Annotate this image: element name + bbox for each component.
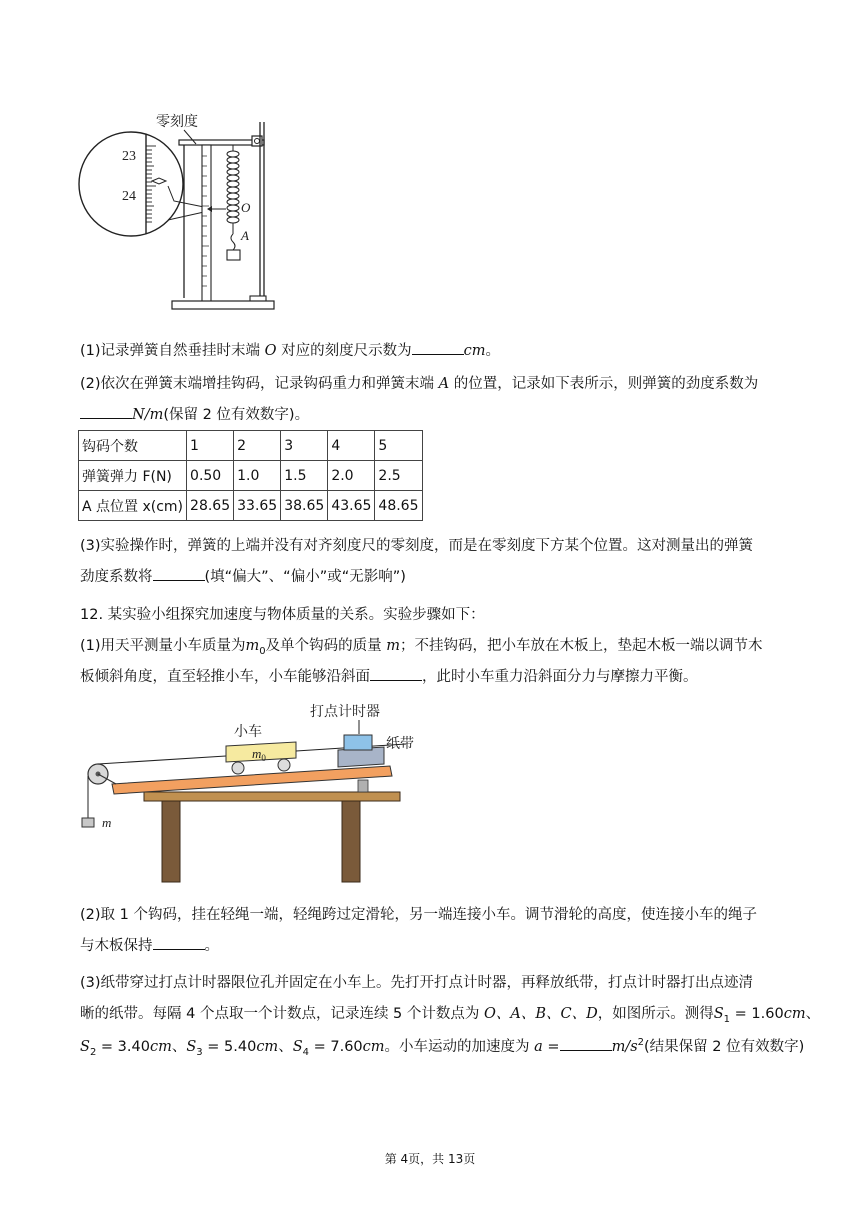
label-A: A: [241, 228, 249, 243]
table-top: [144, 792, 400, 801]
spring-apparatus-figure: [76, 108, 286, 316]
spring: [227, 151, 239, 223]
answer-blank[interactable]: [370, 666, 422, 681]
label-O: O: [241, 200, 251, 215]
inclined-board: [112, 766, 392, 794]
hanging-weight: [82, 818, 94, 827]
tape-label: 纸带: [386, 735, 414, 751]
table-row-label: 弹簧弹力 F(N): [79, 461, 187, 491]
q12-part3-line2: 晰的纸带。每隔 4 个点取一个计数点，记录连续 5 个计数点为 O、A、B、C、D，如图所示。测得$S_1 = 1.60cm$、: [80, 1006, 821, 1025]
q11-part3-line1: (3)实验操作时，弹簧的上端并没有对齐刻度尺的零刻度，而是在零刻度下方某个位置。这对测量出的弹簧: [80, 538, 754, 554]
force-position-table: [78, 430, 423, 521]
q12-part3-line1: (3)纸带穿过打点计时器限位孔并固定在小车上。先打开打点计时器，再释放纸带，打点计时器打出点迹清: [80, 975, 754, 991]
magnifier-circle: [79, 132, 183, 236]
cart-incline-figure: [76, 696, 416, 886]
page-footer: 第 4页，共 13页: [384, 1152, 476, 1166]
cart-label: 小车: [234, 723, 262, 739]
table-leg-right: [342, 800, 360, 882]
q12-part3-line3: $S_2 = 3.40cm$、$S_3 = 5.40cm$、$S_4 = 7.60cm$。小车运动的加速度为 $a = m/s^2$(结果保留 2 位有效数字): [80, 1037, 805, 1058]
answer-blank[interactable]: [153, 935, 205, 950]
scale-24: 24: [122, 189, 136, 204]
table-row-label: 钩码个数: [79, 431, 187, 461]
weight-block: [227, 250, 240, 260]
q11-part2-line1: (2)依次在弹簧末端增挂钩码，记录钩码重力和弹簧末端 A 的位置，记录如下表所示，则弹簧的劲度系数为: [80, 376, 759, 392]
table-row: 钩码个数 1 2 3 4 5: [79, 431, 423, 461]
q11-part3-line2: 劲度系数将 (填“偏大”、“偏小”或“无影响”): [80, 565, 406, 586]
q11-part2-line2: N/m(保留 2 位有效数字)。: [80, 403, 309, 424]
q11-part1: (1)记录弹簧自然垂挂时末端 O 对应的刻度尺示数为 cm。: [80, 339, 500, 360]
table-leg-left: [162, 800, 180, 882]
answer-blank[interactable]: [153, 566, 205, 581]
q12-intro: 12. 某实验小组探究加速度与物体质量的关系。实验步骤如下：: [80, 607, 485, 623]
answer-blank[interactable]: [412, 340, 464, 355]
timer-label: 打点计时器: [310, 703, 380, 719]
answer-blank[interactable]: [560, 1036, 612, 1051]
scale-23: 23: [122, 149, 136, 164]
table-row: A 点位置 x(cm) 28.65 33.65 38.65 43.65 48.65: [79, 491, 423, 521]
q12-part2-line2: 与木板保持 。: [80, 934, 219, 955]
q12-part1-line2: 板倾斜角度，直至轻推小车，小车能够沿斜面 ，此时小车重力沿斜面分力与摩擦力平衡。: [80, 665, 698, 686]
hanging-mass-label: m: [102, 815, 112, 830]
table-row-label: A 点位置 x(cm): [79, 491, 187, 521]
zero-label: 零刻度: [156, 113, 198, 129]
table-row: 弹簧弹力 F(N) 0.50 1.0 1.5 2.0 2.5: [79, 461, 423, 491]
answer-blank[interactable]: [80, 404, 132, 419]
timer-box: [344, 735, 372, 750]
cart-mass-label: $m_0$: [252, 746, 266, 763]
q12-part1-line1: (1)用天平测量小车质量为$m_0$及单个钩码的质量 m；不挂钩码，把小车放在木板上，垫起木板一端以调节木: [80, 638, 763, 657]
q12-part2-line1: (2)取 1 个钩码，挂在轻绳一端，轻绳跨过定滑轮，另一端连接小车。调节滑轮的高度，使连接小车的绳子: [80, 907, 757, 923]
